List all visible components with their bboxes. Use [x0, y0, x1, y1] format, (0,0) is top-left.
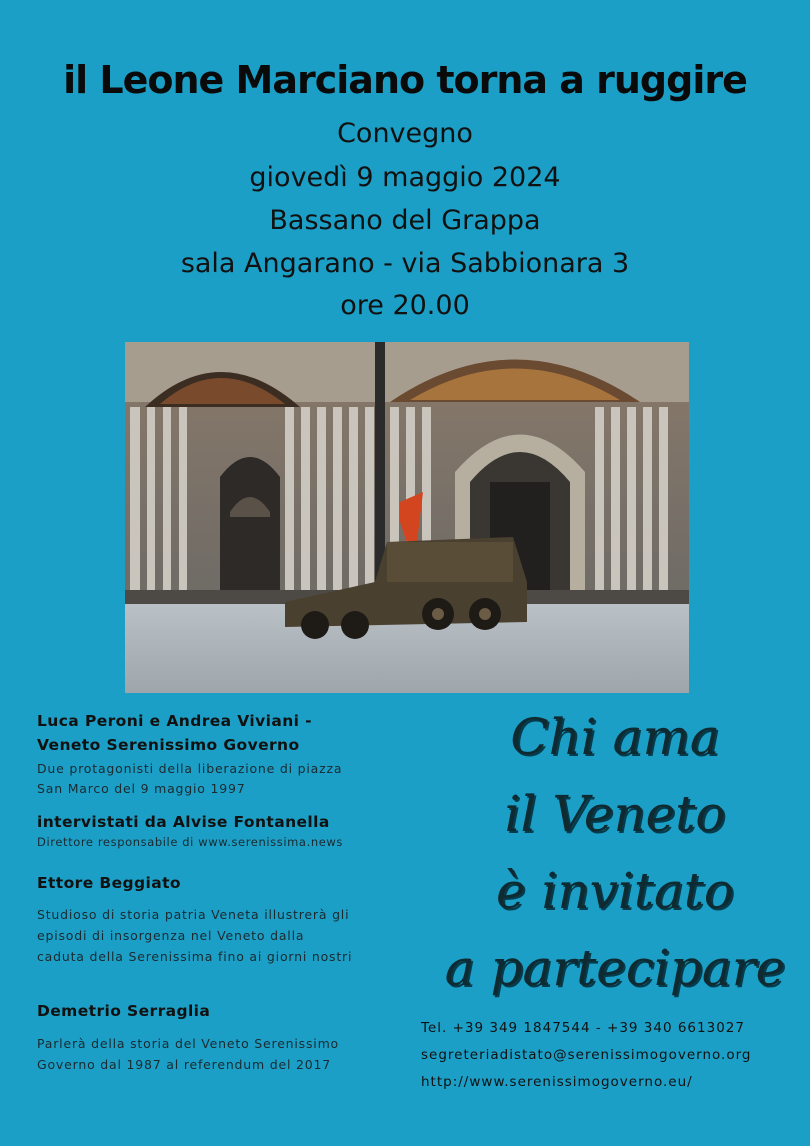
- slogan-line2: il Veneto: [504, 785, 726, 843]
- speaker-1-desc-line2: San Marco del 9 maggio 1997: [37, 781, 246, 796]
- event-time: ore 20.00: [340, 290, 470, 321]
- speaker-2-name: intervistati da Alvise Fontanella: [37, 813, 330, 831]
- speaker-1-desc-line1: Due protagonisti della liberazione di piazza: [37, 761, 343, 776]
- piazza-san-marco-photo: [125, 342, 689, 693]
- speaker-4-name: Demetrio Serraglia: [37, 1002, 211, 1020]
- speaker-1-name-line1: Luca Peroni e Andrea Viviani -: [37, 712, 313, 730]
- speaker-3-name: Ettore Beggiato: [37, 874, 181, 892]
- speaker-4-desc-line2: Governo dal 1987 al referendum del 2017: [37, 1057, 332, 1072]
- speaker-1-name-line2: Veneto Serenissimo Governo: [37, 736, 300, 754]
- contact-phone: Tel. +39 349 1847544 - +39 340 6613027: [421, 1020, 745, 1036]
- event-city: Bassano del Grappa: [269, 205, 541, 236]
- contact-email[interactable]: segreteriadistato@serenissimogoverno.org: [421, 1047, 752, 1063]
- speaker-2-desc: Direttore responsabile di www.serenissima.news: [37, 835, 343, 849]
- speaker-4-desc-line1: Parlerà della storia del Veneto Serenissimo: [37, 1036, 339, 1051]
- event-venue: sala Angarano - via Sabbionara 3: [180, 248, 630, 279]
- speaker-3-desc-line3: caduta della Serenissima fino ai giorni nostri: [37, 949, 353, 964]
- slogan-line3: è invitato: [495, 862, 734, 920]
- slogan-line4: a partecipare: [444, 939, 786, 997]
- speaker-3-desc-line2: episodi di insorgenza nel Veneto dalla: [37, 928, 305, 943]
- event-type: Convegno: [337, 118, 473, 149]
- speaker-3-desc-line1: Studioso di storia patria Veneta illustrerà gli: [37, 907, 350, 922]
- poster-title: il Leone Marciano torna a ruggire: [63, 58, 747, 102]
- event-date: giovedì 9 maggio 2024: [249, 162, 561, 193]
- contact-website[interactable]: http://www.serenissimogoverno.eu/: [421, 1074, 693, 1090]
- slogan-line1: Chi ama: [510, 708, 720, 766]
